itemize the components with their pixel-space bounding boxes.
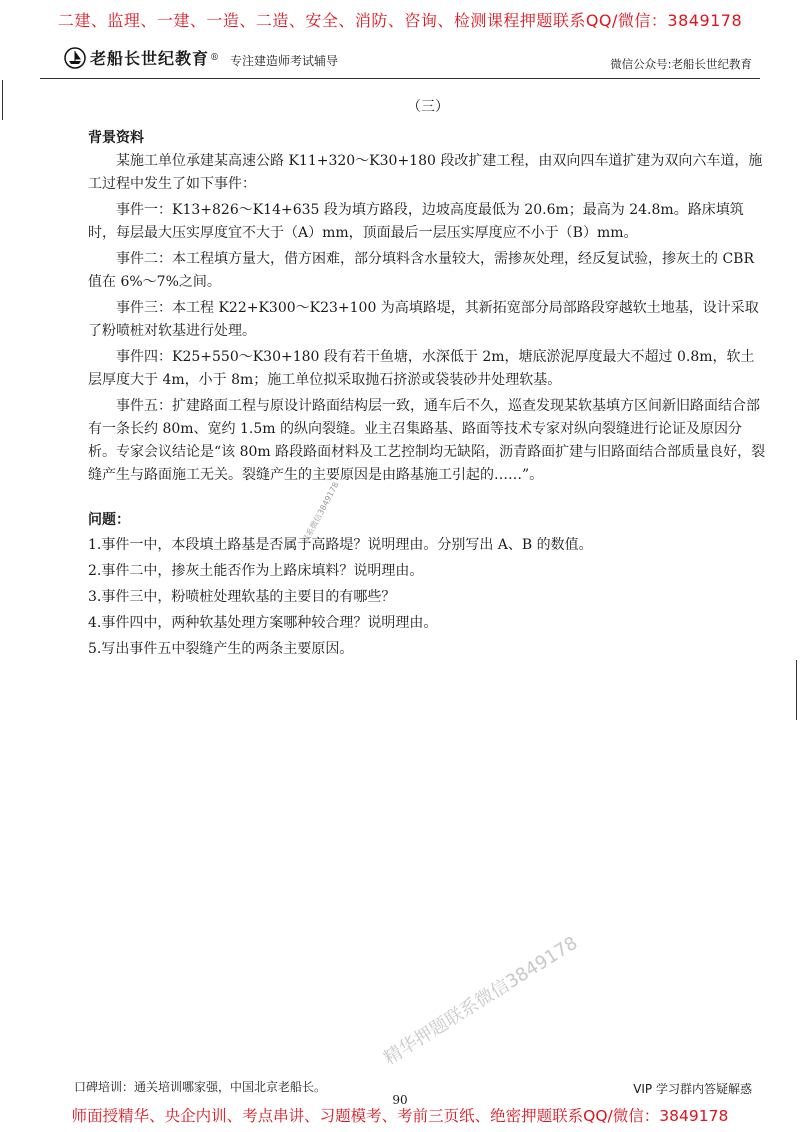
watermark-small: 联系微信3849178	[300, 480, 341, 545]
top-banner: 二建、监理、一建、一造、二造、安全、消防、咨询、检测课程押题联系QQ/微信：3849178	[57, 11, 743, 30]
logo-text: 老船长世纪教育	[90, 49, 210, 68]
bottom-banner: 师面授精华、央企内训、考点串讲、习题模考、考前三页纸、绝密押题联系QQ/微信：3849178	[71, 1107, 729, 1125]
wechat-account: 微信公众号:老船长世纪教育	[610, 57, 752, 71]
event-1: 事件一：K13+826～K14+635 段为填方路段，边坡高度最低为 20.6m；最高为 24.8m。路床填筑时，每层最大压实厚度宜不大于（A）mm，顶面最后一层压实厚度应不小于（B）mm。	[88, 202, 744, 241]
event-4: 事件四：K25+550～K30+180 段有若干鱼塘，水深低于 2m，塘底淤泥厚度最大不超过 0.8m，软土层厚度大于 4m，小于 8m；施工单位拟采取抛石挤淤或袋装砂井处理软基。	[88, 349, 755, 388]
questions-heading: 问题：	[88, 512, 130, 528]
footer-vip-note: VIP 学习群内答疑解惑	[633, 1082, 752, 1096]
question-2: 2.事件二中，掺灰土能否作为上路床填料？说明理由。	[88, 563, 424, 579]
question-4: 4.事件四中，两种软基处理方案哪种较合理？说明理由。	[88, 615, 438, 631]
question-5: 5.写出事件五中裂缝产生的两条主要原因。	[88, 641, 354, 657]
watermark-large: 精华押题联系微信3849178	[380, 932, 582, 1070]
scan-margin-line	[2, 80, 3, 120]
scan-margin-line	[796, 660, 797, 720]
tagline: 专注建造师考试辅导	[230, 54, 339, 68]
event-5: 事件五：扩建路面工程与原设计路面结构层一致，通车后不久，巡查发现某软基填方区间新旧路面结合部有一条长约 80m、宽约 1.5m 的纵向裂缝。业主召集路基、路面等技术专家对纵向裂缝进行论证及原因分析。专家会议结论是“该 80m 路段路面材料及工艺控制均无缺陷，沥青路面扩建与旧路面结合部质量良好，裂缝产生与路面施工无关。裂缝产生的主要原因是由路基施工引起的……”。	[88, 398, 766, 483]
ship-logo-icon	[64, 47, 86, 69]
page-header	[40, 42, 760, 79]
event-3: 事件三：本工程 K22+K300～K23+100 为高填路堤，其新拓宽部分局部路段穿越软土地基，设计采取了粉喷桩对软基进行处理。	[88, 300, 759, 339]
page-number: 90	[392, 1093, 408, 1107]
background-heading: 背景资料	[88, 130, 144, 146]
registered-mark: ®	[210, 52, 220, 63]
background-intro: 某施工单位承建某高速公路 K11+320～K30+180 段改扩建工程，由双向四车道扩建为双向六车道，施工过程中发生了如下事件：	[88, 153, 763, 192]
question-3: 3.事件三中，粉喷桩处理软基的主要目的有哪些？	[88, 589, 396, 605]
footer-slogan: 口碑培训：通关培训哪家强，中国北京老船长。	[74, 1080, 327, 1094]
event-2: 事件二：本工程填方量大，借方困难，部分填料含水量较大，需掺灰处理，经反复试验，掺灰土的 CBR 值在 6%～7%之间。	[88, 251, 754, 290]
logo	[64, 46, 219, 69]
section-title: （三）	[407, 99, 449, 115]
document-body	[88, 96, 768, 664]
question-1: 1.事件一中，本段填土路基是否属于高路堤？说明理由。分别写出 A、B 的数值。	[88, 537, 593, 553]
